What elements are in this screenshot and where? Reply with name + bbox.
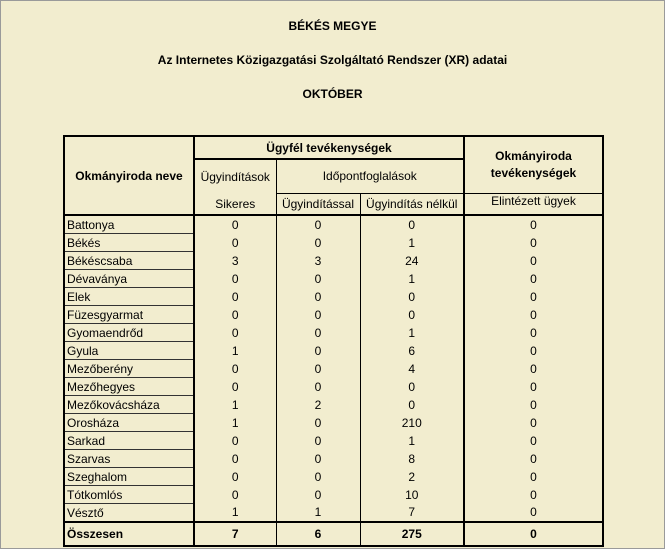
- table-row: [64, 378, 603, 396]
- successful-value: 1: [194, 504, 276, 523]
- table-row: [64, 215, 603, 234]
- sub-header-with-case: Ügyindítással: [276, 193, 360, 215]
- office-name: Dévaványa: [64, 270, 194, 288]
- office-name: Orosháza: [64, 414, 194, 432]
- sub-header-initiations: Ügyindítások: [194, 159, 276, 193]
- sub-header-done-cases: Elintézett ügyek: [464, 193, 603, 215]
- without-case-value: 1: [360, 432, 464, 450]
- with-case-value: 1: [276, 504, 360, 523]
- table-row: [64, 306, 603, 324]
- with-case-value: 0: [276, 450, 360, 468]
- done-cases-value: 0: [464, 486, 603, 504]
- table-row: [64, 396, 603, 414]
- with-case-value: 0: [276, 306, 360, 324]
- done-cases-value: 0: [464, 432, 603, 450]
- successful-value: 1: [194, 342, 276, 360]
- successful-value: 0: [194, 486, 276, 504]
- without-case-value: 0: [360, 378, 464, 396]
- office-name: Mezőhegyes: [64, 378, 194, 396]
- done-cases-value: 0: [464, 468, 603, 486]
- done-cases-value: 0: [464, 450, 603, 468]
- successful-value: 0: [194, 270, 276, 288]
- office-name: Füzesgyarmat: [64, 306, 194, 324]
- office-name: Békéscsaba: [64, 252, 194, 270]
- office-name: Gyomaendrőd: [64, 324, 194, 342]
- col-group-office-activities: Okmányiroda tevékenységek: [464, 136, 603, 193]
- with-case-value: 0: [276, 414, 360, 432]
- successful-value: 0: [194, 215, 276, 234]
- done-cases-value: 0: [464, 252, 603, 270]
- with-case-value: 3: [276, 252, 360, 270]
- with-case-value: 0: [276, 432, 360, 450]
- without-case-value: 0: [360, 396, 464, 414]
- without-case-value: 0: [360, 306, 464, 324]
- without-case-value: 2: [360, 468, 464, 486]
- done-cases-value: 0: [464, 342, 603, 360]
- table-row: [64, 252, 603, 270]
- with-case-value: 0: [276, 342, 360, 360]
- office-name: Sarkad: [64, 432, 194, 450]
- month-title: OKTÓBER: [302, 87, 363, 101]
- table-row: [64, 270, 603, 288]
- office-name: Szarvas: [64, 450, 194, 468]
- report-subtitle: Az Internetes Közigazgatási Szolgáltató Rendszer (XR) adatai: [157, 53, 508, 67]
- done-cases-value: 0: [464, 504, 603, 523]
- done-cases-value: 0: [464, 288, 603, 306]
- successful-value: 0: [194, 306, 276, 324]
- table-row: [64, 468, 603, 486]
- table-row: [64, 504, 603, 523]
- with-case-value: 0: [276, 270, 360, 288]
- total-with-case: 6: [276, 522, 360, 546]
- successful-value: 0: [194, 288, 276, 306]
- with-case-value: 2: [276, 396, 360, 414]
- with-case-value: 0: [276, 234, 360, 252]
- table-row: [64, 324, 603, 342]
- table-row: [64, 432, 603, 450]
- with-case-value: 0: [276, 486, 360, 504]
- successful-value: 0: [194, 378, 276, 396]
- office-name: Mezőberény: [64, 360, 194, 378]
- successful-value: 0: [194, 432, 276, 450]
- with-case-value: 0: [276, 378, 360, 396]
- done-cases-value: 0: [464, 396, 603, 414]
- table-row: [64, 450, 603, 468]
- total-done-cases: 0: [464, 522, 603, 546]
- office-name: Mezőkovácsháza: [64, 396, 194, 414]
- sub-header-appointments: Időpontfoglalások: [276, 159, 464, 193]
- without-case-value: 24: [360, 252, 464, 270]
- sub-header-successful: Sikeres: [194, 193, 276, 215]
- without-case-value: 6: [360, 342, 464, 360]
- county-title: BÉKÉS MEGYE: [288, 19, 377, 33]
- office-name: Szeghalom: [64, 468, 194, 486]
- done-cases-value: 0: [464, 414, 603, 432]
- table-row: [64, 414, 603, 432]
- table-row: [64, 342, 603, 360]
- successful-value: 1: [194, 396, 276, 414]
- successful-value: 0: [194, 468, 276, 486]
- successful-value: 0: [194, 360, 276, 378]
- office-name: Békés: [64, 234, 194, 252]
- successful-value: 0: [194, 234, 276, 252]
- without-case-value: 1: [360, 270, 464, 288]
- office-name: Gyula: [64, 342, 194, 360]
- table-row: [64, 288, 603, 306]
- without-case-value: 8: [360, 450, 464, 468]
- without-case-value: 0: [360, 288, 464, 306]
- sub-header-without-case: Ügyindítás nélkül: [360, 193, 464, 215]
- successful-value: 1: [194, 414, 276, 432]
- done-cases-value: 0: [464, 378, 603, 396]
- without-case-value: 1: [360, 324, 464, 342]
- col-group-client-activities: Ügyfél tevékenységek: [194, 136, 464, 159]
- total-successful: 7: [194, 522, 276, 546]
- total-without-case: 275: [360, 522, 464, 546]
- done-cases-value: 0: [464, 270, 603, 288]
- done-cases-value: 0: [464, 324, 603, 342]
- successful-value: 0: [194, 450, 276, 468]
- col-header-office: Okmányiroda neve: [64, 136, 194, 215]
- office-name: Vésztő: [64, 504, 194, 523]
- with-case-value: 0: [276, 360, 360, 378]
- total-row: [64, 522, 603, 546]
- total-label: Összesen: [64, 522, 194, 546]
- successful-value: 3: [194, 252, 276, 270]
- office-name: Tótkomlós: [64, 486, 194, 504]
- done-cases-value: 0: [464, 360, 603, 378]
- table-row: [64, 486, 603, 504]
- office-name: Battonya: [64, 215, 194, 234]
- office-name: Elek: [64, 288, 194, 306]
- without-case-value: 7: [360, 504, 464, 523]
- done-cases-value: 0: [464, 234, 603, 252]
- statistics-table: [63, 135, 604, 547]
- with-case-value: 0: [276, 324, 360, 342]
- with-case-value: 0: [276, 468, 360, 486]
- done-cases-value: 0: [464, 215, 603, 234]
- with-case-value: 0: [276, 288, 360, 306]
- table-row: [64, 234, 603, 252]
- without-case-value: 4: [360, 360, 464, 378]
- with-case-value: 0: [276, 215, 360, 234]
- without-case-value: 10: [360, 486, 464, 504]
- without-case-value: 0: [360, 215, 464, 234]
- done-cases-value: 0: [464, 306, 603, 324]
- table-row: [64, 360, 603, 378]
- without-case-value: 210: [360, 414, 464, 432]
- successful-value: 0: [194, 324, 276, 342]
- without-case-value: 1: [360, 234, 464, 252]
